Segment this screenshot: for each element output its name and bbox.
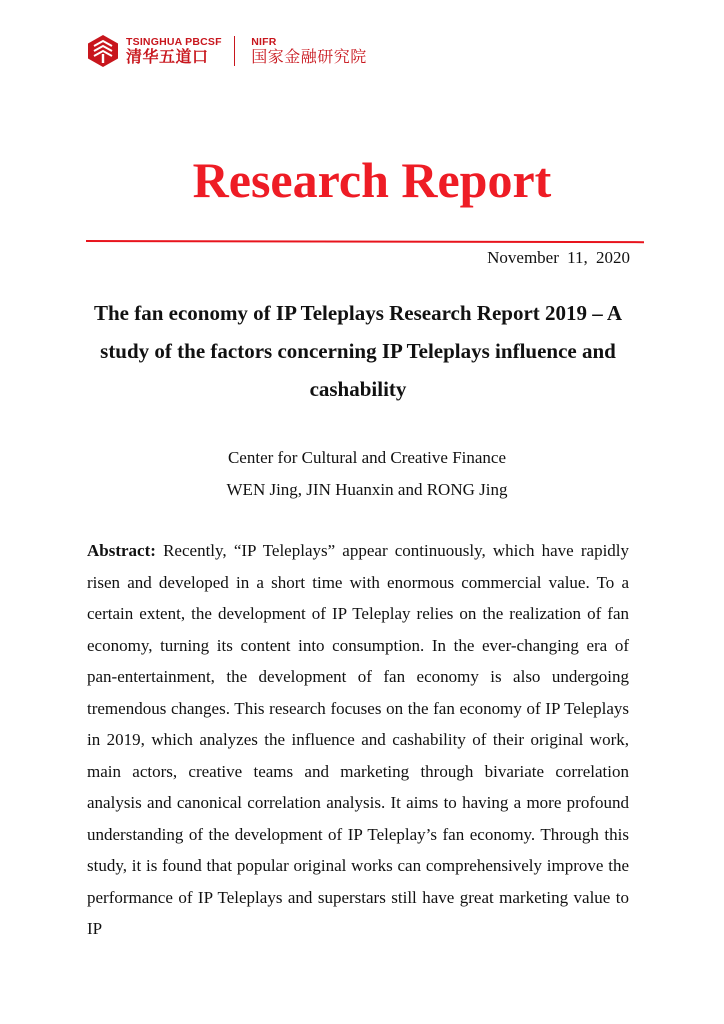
page-header bbox=[86, 32, 367, 70]
pbcsf-logo-text bbox=[126, 37, 222, 66]
report-date: November 11, 2020 bbox=[487, 248, 630, 267]
author-affiliation: Center for Cultural and Creative Finance bbox=[227, 448, 507, 467]
author-list: WEN Jing, JIN Huanxin and RONG Jing bbox=[226, 480, 508, 499]
abstract-paragraph bbox=[87, 535, 629, 945]
abstract-text: Recently, “IP Teleplays” appear continuously, which have rapidly risen and developed in a short time with enormous commercial value. To a certain extent, the development of IP Teleplay relies on the realization of fan economy, turning its content into consumption. In the ever-changing era of pan-entertainment, the development of fan economy is also undergoing tremendous changes. This research focuses on the fan economy of IP Teleplays in 2019, which analyzes the influence and cashability of their original work, main actors, creative teams and marketing through bivariate correlation analysis and canonical correlation analysis. It aims to having a more profound understanding of the development of IP Teleplay’s fan economy. Through this study, it is found that popular original works can comprehensively improve the performance of IP Teleplays and superstars still have great marketing value to IP bbox=[87, 541, 630, 938]
report-heading: Research Report bbox=[192, 152, 552, 208]
logo-chinese-name: 清华五道口 bbox=[126, 47, 209, 67]
title-underline bbox=[86, 238, 644, 244]
institute-english-name: NIFR bbox=[251, 35, 277, 48]
logo-english-name: TSINGHUA PBCSF bbox=[126, 35, 222, 48]
institute-chinese-name: 国家金融研究院 bbox=[251, 47, 367, 67]
logo-divider bbox=[234, 36, 236, 66]
nifr-logo-text bbox=[251, 37, 367, 66]
abstract-label: Abstract: bbox=[87, 541, 156, 560]
paper-title: The fan economy of IP Teleplays Research Report 2019 – A study of the factors concerning IP Teleplays influence and cashability bbox=[93, 301, 623, 401]
tsinghua-pbcsf-logo-icon bbox=[86, 34, 120, 68]
